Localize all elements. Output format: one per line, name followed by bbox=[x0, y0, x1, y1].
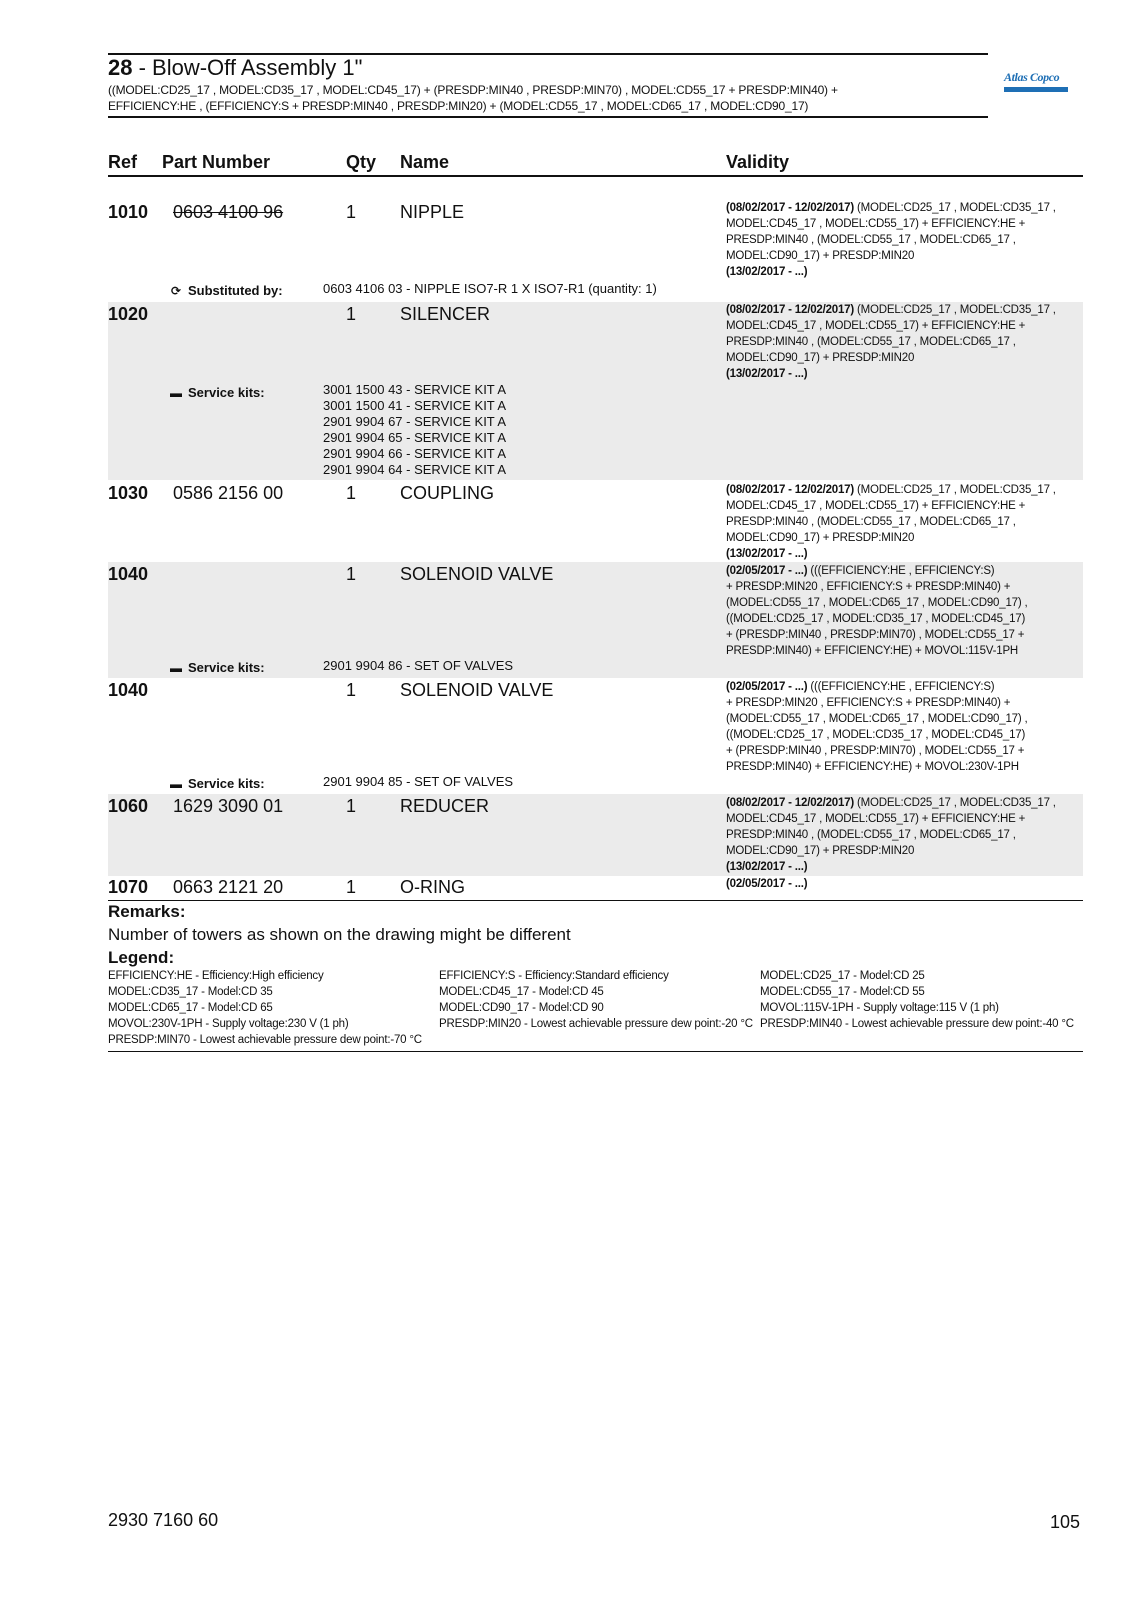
row-ref: 1070 bbox=[108, 877, 149, 897]
service-kits-list bbox=[323, 774, 513, 790]
table-row bbox=[108, 480, 1083, 562]
table-row bbox=[108, 302, 1083, 480]
service-kit-item[interactable]: 2901 9904 66 - SERVICE KIT A bbox=[323, 446, 507, 461]
legend-item: MODEL:CD25_17 - Model:CD 25 bbox=[760, 970, 925, 982]
legend-item: MODEL:CD45_17 - Model:CD 45 bbox=[439, 986, 604, 998]
legend-item: MOVOL:115V-1PH - Supply voltage:115 V (1 ph) bbox=[760, 1002, 999, 1014]
row-ref: 1020 bbox=[108, 304, 149, 324]
row-qty: 1 bbox=[346, 796, 357, 816]
column-header-part-number: Part Number bbox=[162, 152, 271, 172]
service-kit-item[interactable]: 3001 1500 41 - SERVICE KIT A bbox=[323, 398, 507, 413]
row-qty: 1 bbox=[346, 877, 357, 897]
page-title bbox=[108, 55, 362, 81]
toolbox-icon: ▬ bbox=[170, 777, 182, 791]
section-title: - Blow-Off Assembly 1" bbox=[132, 55, 363, 80]
column-header-name: Name bbox=[400, 152, 450, 172]
legend-heading: Legend: bbox=[108, 948, 175, 967]
legend-item: PRESDP:MIN40 - Lowest achievable pressure dew point:-40 °C bbox=[760, 1018, 1074, 1030]
row-ref: 1030 bbox=[108, 483, 149, 503]
service-kit-item[interactable]: 2901 9904 67 - SERVICE KIT A bbox=[323, 414, 507, 429]
legend-item: PRESDP:MIN70 - Lowest achievable pressure dew point:-70 °C bbox=[108, 1034, 422, 1046]
subtitle-line: EFFICIENCY:HE , (EFFICIENCY:S + PRESDP:MIN40 , PRESDP:MIN20) + (MODEL:CD55_17 , MODEL:CD65_17 , MODEL:CD90_17) bbox=[108, 99, 809, 113]
row-name: COUPLING bbox=[400, 483, 495, 503]
row-qty: 1 bbox=[346, 304, 357, 324]
row-name: SILENCER bbox=[400, 304, 491, 324]
service-kit-item[interactable]: 2901 9904 85 - SET OF VALVES bbox=[323, 774, 514, 789]
row-qty: 1 bbox=[346, 564, 357, 584]
row-validity: (08/02/2017 - 12/02/2017) (MODEL:CD25_17 , MODEL:CD35_17 , MODEL:CD45_17 , MODEL:CD55_17) + EFFICIENCY:HE + PRESDP:MIN40 , (MODEL:CD55_17 , MODEL:CD65_17 , MODEL:CD90_17) + PRESDP:MIN20 (13/02/2017 - ...) bbox=[726, 797, 1056, 873]
row-qty: 1 bbox=[346, 483, 357, 503]
row-name: SOLENOID VALVE bbox=[400, 680, 554, 700]
legend-bottom-rule bbox=[108, 1051, 1083, 1052]
subtitle-line: ((MODEL:CD25_17 , MODEL:CD35_17 , MODEL:CD45_17) + (PRESDP:MIN40 , PRESDP:MIN70) , MODEL:CD55_17 + PRESDP:MIN40) + bbox=[108, 83, 838, 97]
remarks-heading: Remarks: bbox=[108, 902, 186, 921]
row-ref: 1060 bbox=[108, 796, 149, 816]
substituted-by-label: ⟳ Substituted by: bbox=[168, 283, 283, 298]
row-qty: 1 bbox=[346, 680, 357, 700]
logo-text: Atlas Copco bbox=[1004, 70, 1060, 84]
refresh-icon: ⟳ bbox=[170, 284, 182, 298]
service-kit-item[interactable]: 2901 9904 64 - SERVICE KIT A bbox=[323, 462, 507, 477]
row-part-number[interactable]: 0586 2156 00 bbox=[173, 483, 284, 503]
legend-item: MODEL:CD90_17 - Model:CD 90 bbox=[439, 1002, 604, 1014]
column-header-qty: Qty bbox=[346, 152, 377, 172]
legend-item: MODEL:CD55_17 - Model:CD 55 bbox=[760, 986, 925, 998]
column-header-rule bbox=[108, 175, 1083, 177]
legend-item: EFFICIENCY:S - Efficiency:Standard efficiency bbox=[439, 970, 669, 982]
legend-item: MOVOL:230V-1PH - Supply voltage:230 V (1 ph) bbox=[108, 1018, 349, 1030]
row-name: REDUCER bbox=[400, 796, 490, 816]
toolbox-icon: ▬ bbox=[170, 661, 182, 675]
table-row bbox=[108, 794, 1083, 876]
service-kit-item[interactable]: 3001 1500 43 - SERVICE KIT A bbox=[323, 382, 507, 397]
service-kit-item[interactable]: 2901 9904 86 - SET OF VALVES bbox=[323, 658, 514, 673]
column-header-validity: Validity bbox=[726, 152, 790, 172]
service-kits-label: ▬ Service kits: bbox=[170, 660, 265, 675]
row-validity: (08/02/2017 - 12/02/2017) (MODEL:CD25_17 , MODEL:CD35_17 , MODEL:CD45_17 , MODEL:CD55_17) + EFFICIENCY:HE + PRESDP:MIN40 , (MODEL:CD55_17 , MODEL:CD65_17 , MODEL:CD90_17) + PRESDP:MIN20 (13/02/2017 - ...) bbox=[726, 484, 1056, 560]
row-validity: (08/02/2017 - 12/02/2017) (MODEL:CD25_17 , MODEL:CD35_17 , MODEL:CD45_17 , MODEL:CD55_17) + EFFICIENCY:HE + PRESDP:MIN40 , (MODEL:CD55_17 , MODEL:CD65_17 , MODEL:CD90_17) + PRESDP:MIN20 (13/02/2017 - ...) bbox=[726, 202, 1056, 278]
legend-item: MODEL:CD35_17 - Model:CD 35 bbox=[108, 986, 273, 998]
atlas-copco-logo bbox=[1004, 70, 1068, 94]
column-header-ref: Ref bbox=[108, 152, 138, 172]
logo-bar bbox=[1004, 87, 1068, 92]
section-number: 28 bbox=[108, 55, 133, 80]
row-name: O-RING bbox=[400, 877, 465, 897]
legend-item: PRESDP:MIN20 - Lowest achievable pressure dew point:-20 °C bbox=[439, 1018, 753, 1030]
toolbox-icon: ▬ bbox=[170, 386, 182, 400]
service-kits-list bbox=[323, 658, 513, 674]
row-part-number[interactable]: 1629 3090 01 bbox=[173, 796, 284, 816]
row-validity: (02/05/2017 - ...) bbox=[726, 878, 808, 890]
remarks-text: Number of towers as shown on the drawing might be different bbox=[108, 925, 571, 944]
header-bottom-rule bbox=[108, 116, 988, 118]
row-validity: (02/05/2017 - ...) (((EFFICIENCY:HE , EFFICIENCY:S) + PRESDP:MIN20 , EFFICIENCY:S + PRESDP:MIN40) + (MODEL:CD55_17 , MODEL:CD65_17 , MODEL:CD90_17) , ((MODEL:CD25_17 , MODEL:CD35_17 , MODEL:CD45_17) + (PRESDP:MIN40 , PRESDP:MIN70) , MODEL:CD55_17 + PRESDP:MIN40) + EFFICIENCY:HE) + MOVOL:230V-1PH bbox=[726, 681, 1028, 773]
row-name: NIPPLE bbox=[400, 202, 465, 222]
substitute-part[interactable]: 0603 4106 03 - NIPPLE ISO7-R 1 X ISO7-R1 (quantity: 1) bbox=[323, 281, 657, 296]
table-row bbox=[108, 876, 1083, 900]
row-qty: 1 bbox=[346, 202, 357, 222]
service-kits-list bbox=[323, 382, 506, 478]
page-number: 105 bbox=[1050, 1512, 1081, 1532]
document-number: 2930 7160 60 bbox=[108, 1510, 219, 1530]
row-validity: (08/02/2017 - 12/02/2017) (MODEL:CD25_17 , MODEL:CD35_17 , MODEL:CD45_17 , MODEL:CD55_17) + EFFICIENCY:HE + PRESDP:MIN40 , (MODEL:CD55_17 , MODEL:CD65_17 , MODEL:CD90_17) + PRESDP:MIN20 (13/02/2017 - ...) bbox=[726, 304, 1056, 380]
table-row bbox=[108, 678, 1083, 794]
row-ref: 1010 bbox=[108, 202, 149, 222]
row-part-number[interactable]: 0603 4100 96 bbox=[173, 202, 284, 222]
service-kit-item[interactable]: 2901 9904 65 - SERVICE KIT A bbox=[323, 430, 507, 445]
row-validity: (02/05/2017 - ...) (((EFFICIENCY:HE , EFFICIENCY:S) + PRESDP:MIN20 , EFFICIENCY:S + PRESDP:MIN40) + (MODEL:CD55_17 , MODEL:CD65_17 , MODEL:CD90_17) , ((MODEL:CD25_17 , MODEL:CD35_17 , MODEL:CD45_17) + (PRESDP:MIN40 , PRESDP:MIN70) , MODEL:CD55_17 + PRESDP:MIN40) + EFFICIENCY:HE) + MOVOL:115V-1PH bbox=[726, 565, 1028, 657]
row-name: SOLENOID VALVE bbox=[400, 564, 554, 584]
legend-item: EFFICIENCY:HE - Efficiency:High efficiency bbox=[108, 970, 324, 982]
service-kits-label: ▬ Service kits: bbox=[170, 776, 265, 791]
row-part-number[interactable]: 0663 2121 20 bbox=[173, 877, 284, 897]
table-bottom-rule bbox=[108, 900, 1083, 901]
row-ref: 1040 bbox=[108, 564, 149, 584]
row-ref: 1040 bbox=[108, 680, 149, 700]
page-subtitle bbox=[108, 82, 978, 114]
service-kits-label: ▬ Service kits: bbox=[170, 385, 265, 400]
legend-item: MODEL:CD65_17 - Model:CD 65 bbox=[108, 1002, 273, 1014]
table-row bbox=[108, 562, 1083, 678]
table-row bbox=[108, 198, 1083, 302]
